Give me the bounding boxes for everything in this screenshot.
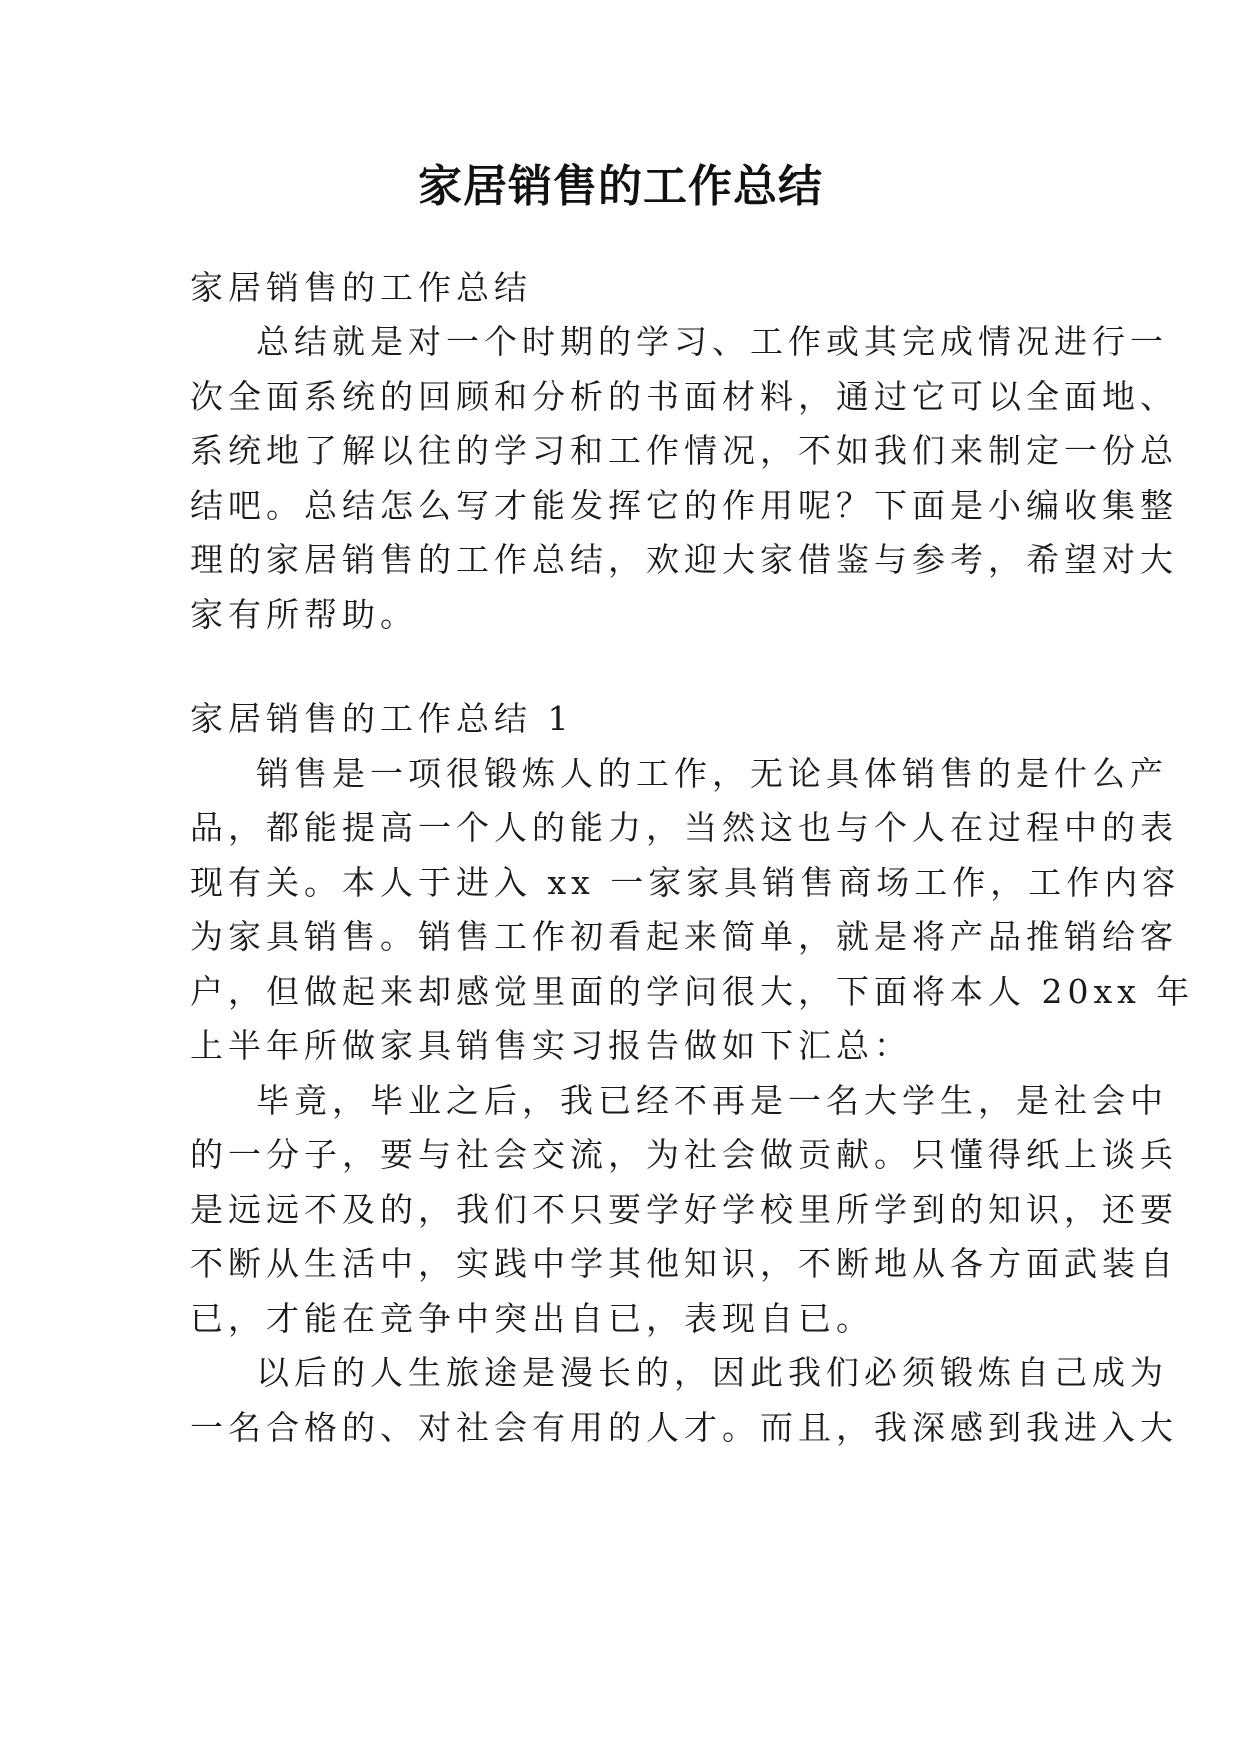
paragraph-line: 不断从生活中，实践中学其他知识，不断地从各方面武装自 xyxy=(190,1244,1178,1283)
intro-line: 总结就是对一个时期的学习、工作或其完成情况进行一 xyxy=(256,322,1168,361)
paragraph-line: 户，但做起来却感觉里面的学问很大，下面将本人 20xx 年 xyxy=(190,972,1195,1011)
paragraph-line: 上半年所做家具销售实习报告做如下汇总： xyxy=(190,1026,912,1065)
paragraph-line: 现有关。本人于进入 xx 一家家具销售商场工作，工作内容 xyxy=(190,863,1181,902)
paragraph-line: 是远远不及的，我们不只要学好学校里所学到的知识，还要 xyxy=(190,1190,1178,1229)
document-title: 家居销售的工作总结 xyxy=(418,161,823,212)
paragraph-line: 销售是一项很锻炼人的工作，无论具体销售的是什么产 xyxy=(256,754,1168,793)
paragraph-line: 以后的人生旅途是漫长的，因此我们必须锻炼自己成为 xyxy=(256,1353,1168,1392)
intro-line: 系统地了解以往的学习和工作情况，不如我们来制定一份总 xyxy=(190,431,1178,470)
intro-heading: 家居销售的工作总结 xyxy=(190,268,532,307)
paragraph-line: 的一分子，要与社会交流，为社会做贡献。只懂得纸上谈兵 xyxy=(190,1135,1178,1174)
intro-line: 理的家居销售的工作总结，欢迎大家借鉴与参考，希望对大 xyxy=(190,540,1178,579)
section-heading: 家居销售的工作总结 1 xyxy=(190,699,574,738)
intro-line: 次全面系统的回顾和分析的书面材料，通过它可以全面地、 xyxy=(190,377,1178,416)
intro-line: 家有所帮助。 xyxy=(190,595,418,634)
intro-line: 结吧。总结怎么写才能发挥它的作用呢？下面是小编收集整 xyxy=(190,486,1178,525)
paragraph-line: 已，才能在竞争中突出自已，表现自已。 xyxy=(190,1299,874,1338)
paragraph-line: 为家具销售。销售工作初看起来简单，就是将产品推销给客 xyxy=(190,917,1178,956)
paragraph-line: 毕竟，毕业之后，我已经不再是一名大学生，是社会中 xyxy=(256,1081,1168,1120)
paragraph-line: 一名合格的、对社会有用的人才。而且，我深感到我进入大 xyxy=(190,1408,1178,1447)
paragraph-line: 品，都能提高一个人的能力，当然这也与个人在过程中的表 xyxy=(190,808,1178,847)
